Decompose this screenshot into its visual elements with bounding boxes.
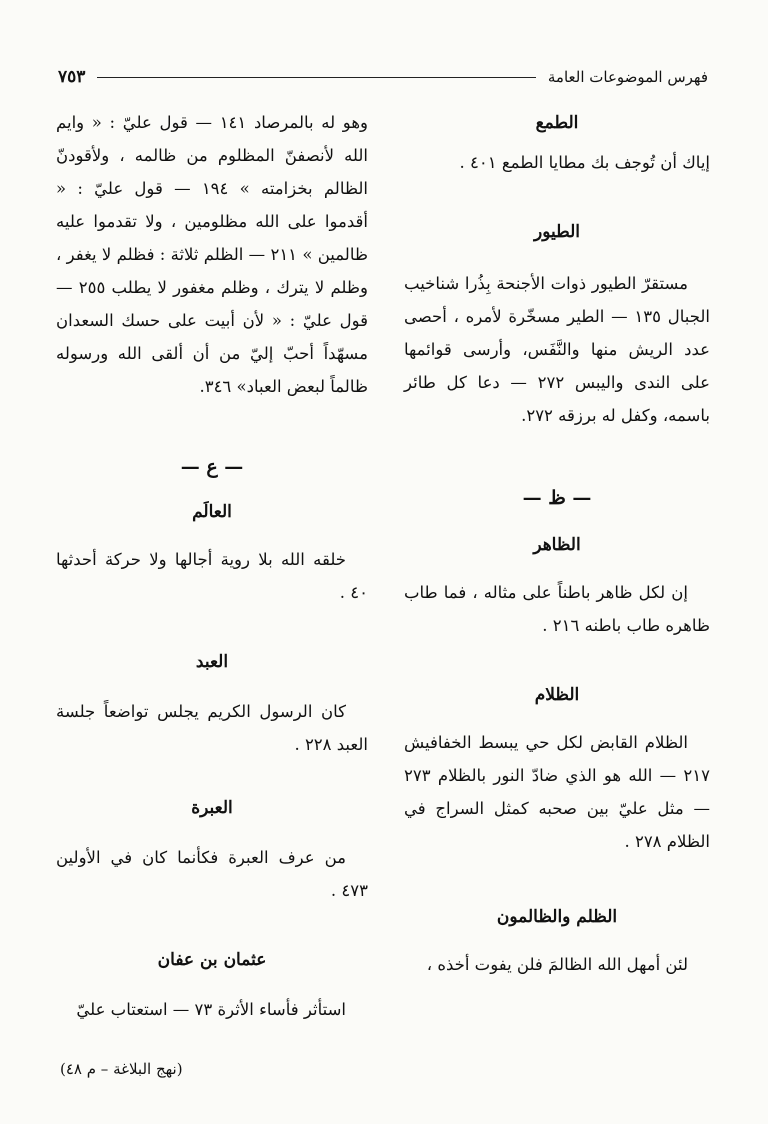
running-header [58,64,708,90]
left-column [56,106,368,1026]
section-title-alam: العالَم [192,502,232,522]
letter-divider-ain: — ع — [180,456,244,478]
entry-zalam: الظلام القابض لكل حي يبسط الخفافيش ٢١٧ — الله هو الذي ضادّ النور بالظلام ٢٧٣ — مثل عليّ بين صحبه كمثل السراج في الظلام ٢٧٨ . [404,733,710,851]
entry-zulm: لئن أمهل الله الظالمَ فلن يفوت أخذه ، [426,955,688,974]
entry-ibra: من عرف العبرة فكأنما كان في الأولين ٤٧٣ . [56,848,368,900]
entry-zulm-continued: وهو له بالمرصاد ١٤١ — قول عليّ : « وايم الله لأنصفنّ المظلوم من ظالمه ، ولأقودنّ الظالم بخزامته » ١٩٤ — قول عليّ : « أقدموا على الله مظلومين ، ولا تقدموا عليه ظالمين » ٢١١ — الظلم ثلاثة : فظلم لا يغفر ، وظلم لا يترك ، وظلم مغفور لا يطلب ٢٥٥ — قول عليّ : « لأن أبيت على حسك السعدان مسهّداً أحبّ إليّ من أن ألقى الله ورسوله ظالماً لبعض العباد» ٣٤٦. [56,113,368,396]
section-title-zalam: الظلام [534,685,580,705]
header-rule [97,77,535,78]
entry-abd: كان الرسول الكريم يجلس تواضعاً جلسة العبد ٢٢٨ . [56,702,368,754]
section-title-ibra: العبرة [191,798,233,818]
right-column [404,106,710,981]
section-title-abd: العبد [195,652,229,672]
entry-tuyur: مستقرّ الطيور ذوات الأجنحة بِذُرا شناخيب الجبال ١٣٥ — الطير مسخّرة لأمره ، أحصى عدد الريش منها والنَّفَس، وأرسى قوائمها على الندى واليبس ٢٧٢ — دعا كل طائر باسمه، وكفل له برزقه ٢٧٢. [404,274,710,425]
footer-note: (نهج البلاغة – م ٤٨) [60,1060,183,1078]
section-title-zahir: الظاهر [533,535,581,555]
header-title: فهرس الموضوعات العامة [547,68,708,86]
section-title-tamaa: الطمع [535,113,579,133]
letter-divider-zaa: — ظ — [522,487,592,509]
entry-zahir: إن لكل ظاهر باطناً على مثاله ، فما طاب ظاهره طاب باطنه ٢١٦ . [404,583,710,635]
entry-uthman: استأثر فأساء الأثرة ٧٣ — استعتاب عليّ [76,1000,346,1019]
entry-tamaa: إياك أن تُوجف بك مطايا الطمع ٤٠١ . [459,153,710,172]
section-title-zulm: الظلم والظالمون [496,907,618,927]
section-title-uthman: عثمان بن عفان [157,950,267,970]
page-number: ٧٥٣ [58,67,86,87]
section-title-tuyur: الطيور [534,222,580,242]
entry-alam: خلقه الله بلا روية أجالها ولا حركة أحدثها ٤٠ . [56,550,368,602]
